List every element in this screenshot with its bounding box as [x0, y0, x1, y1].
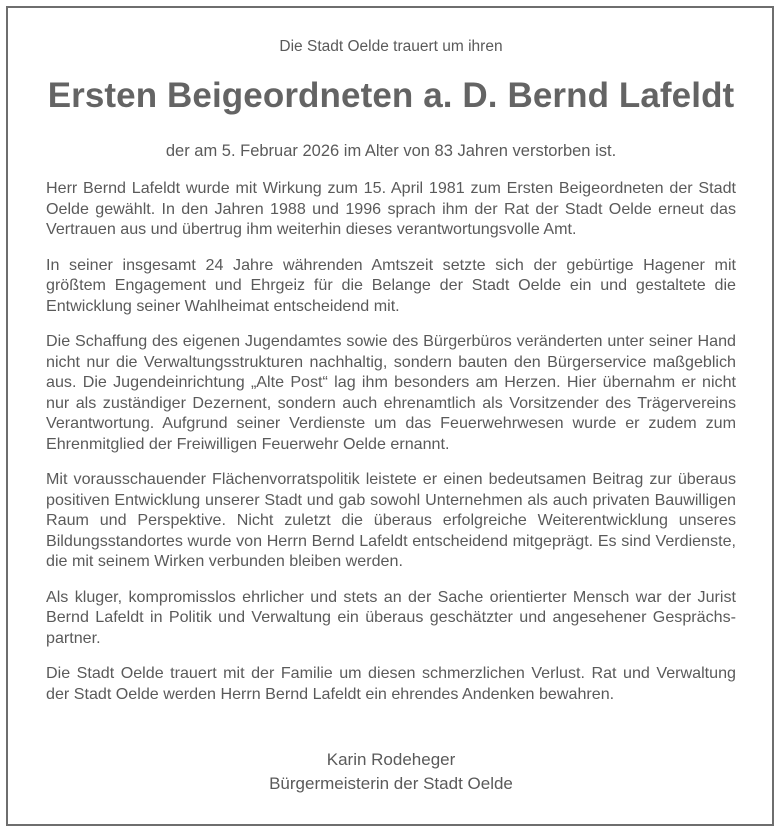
- intro-line: Die Stadt Oelde trauert um ihren: [279, 38, 503, 55]
- paragraph-character: Als kluger, kompromisslos ehrlicher und stets an der Sache orientierter Mensch war der Jurist Bernd Lafeldt in Politik und Verwaltung ein überaus geschätzter und angesehener Gesprächspartner.: [46, 587, 736, 647]
- notice-subtitle: der am 5. Februar 2026 im Alter von 83 Jahren verstorben ist.: [165, 142, 617, 160]
- notice-body: [46, 178, 736, 719]
- signature-name: Karin Rodeheger: [326, 750, 456, 769]
- notice-title: Ersten Beigeordneten a. D. Bernd Lafeldt: [47, 76, 735, 115]
- paragraph-achievements: Die Schaffung des eigenen Jugendamtes sowie des Bürgerbüros veränderten unter seiner Hand nicht nur die Verwaltungsstrukturen nachhaltig, sondern bauten den Bürgerservice maßgeblich aus. Die Jugendeinrichtung „Alte Post“ lag ihm besonders am Herzen. Hier übernahm er nicht nur als zuständiger Dezernent, sondern auch ehrenamtlich als Vorsitzender des Trägervereins Verantwortung. Aufgrund seiner Verdienste um das Feuerwehrwesen wurde er zudem zum Ehrenmitglied der Freiwilligen Feuerwehr Oelde ernannt.: [46, 332, 736, 453]
- paragraph-term: In seiner insgesamt 24 Jahre währenden Amtszeit setzte sich der gebürtige Hagener mit größtem Engagement und Ehrgeiz für die Belange der Stadt Oelde ein und gestaltete die Entwicklung seiner Wahlheimat entscheidend mit.: [46, 255, 736, 315]
- paragraph-appointment: Herr Bernd Lafeldt wurde mit Wirkung zum 15. April 1981 zum Ersten Beigeordneten der Stadt Oelde gewählt. In den Jahren 1988 und 1996 sprach ihm der Rat der Stadt Oelde erneut das Vertrauen aus und übertrug ihm weiterhin dieses verantwortungsvolle Amt.: [46, 179, 736, 238]
- paragraph-development: Mit vorausschauender Flächenvorratspolitik leistete er einen bedeutsamen Beitrag zur überaus positiven Entwicklung unserer Stadt und gab sowohl Unternehmen als auch privaten Bauwilligen Raum und Perspektive. Nicht zuletzt die überaus erfolgreiche Weiterentwicklung unseres Bildungsstandortes wurde von Herrn Bernd Lafeldt entscheidend mitgeprägt. Es sind Verdienste, die mit seinem Wirken verbunden bleiben werden.: [46, 470, 736, 570]
- signature-role: Bürgermeisterin der Stadt Oelde: [269, 774, 513, 793]
- paragraph-condolence: Die Stadt Oelde trauert mit der Familie um diesen schmerzlichen Verlust. Rat und Verwaltung der Stadt Oelde werden Herrn Bernd Lafeldt ein ehrendes Andenken bewahren.: [46, 664, 736, 703]
- signature-block: [46, 748, 736, 796]
